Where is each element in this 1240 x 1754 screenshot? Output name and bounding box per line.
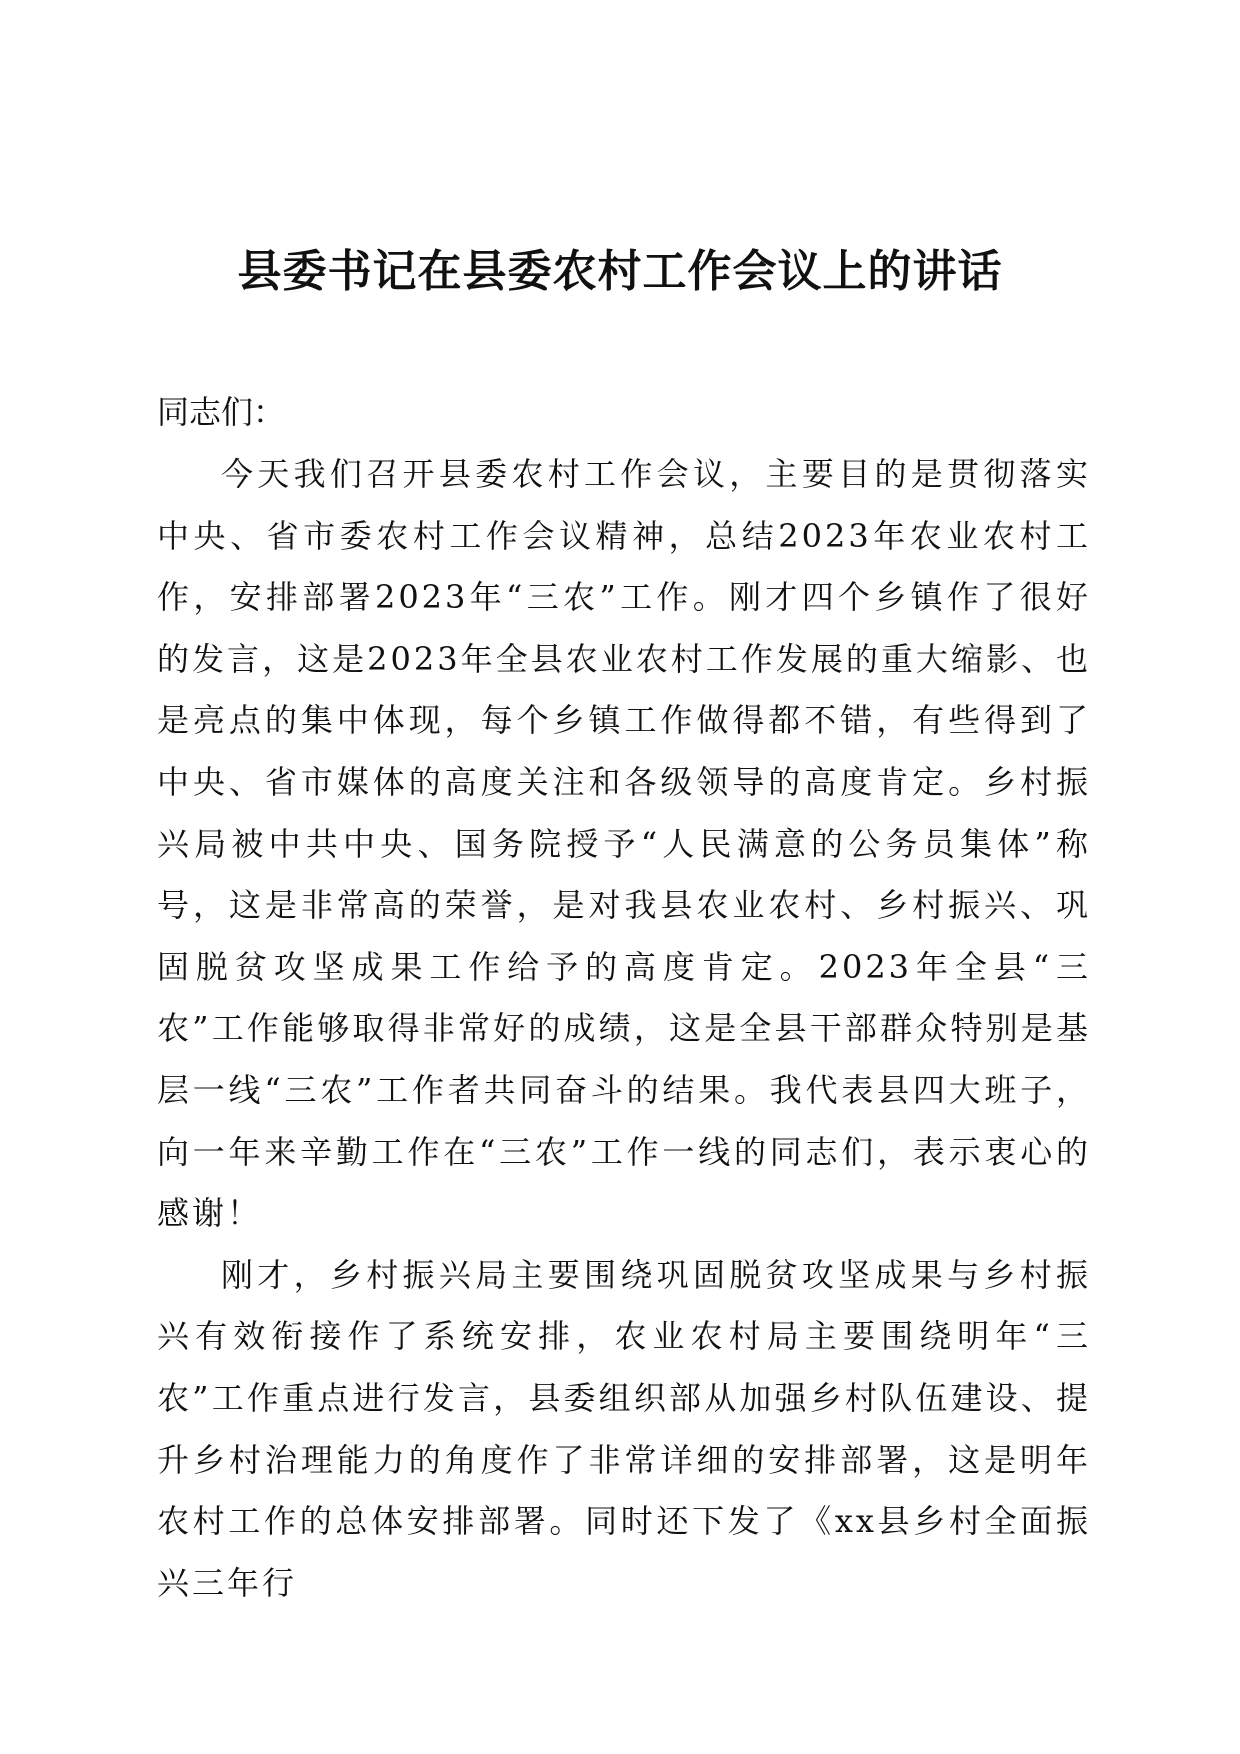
salutation: 同志们：: [157, 393, 286, 431]
document-title: 县委书记在县委农村工作会议上的讲话: [237, 246, 1003, 297]
document-body: [157, 380, 1091, 1614]
paragraph-1: 今天我们召开县委农村工作会议，主要目的是贯彻落实中央、省市委农村工作会议精神，总结2023年农业农村工作，安排部署2023年“三农”工作。刚才四个乡镇作了很好的发言，这是2023年全县农业农村工作发展的重大缩影、也是亮点的集中体现，每个乡镇工作做得都不错，有些得到了中央、省市媒体的高度关注和各级领导的高度肯定。乡村振兴局被中共中央、国务院授予“人民满意的公务员集体”称号，这是非常高的荣誉，是对我县农业农村、乡村振兴、巩固脱贫攻坚成果工作给予的高度肯定。2023年全县“三农”工作能够取得非常好的成绩，这是全县干部群众特别是基层一线“三农”工作者共同奋斗的结果。我代表县四大班子，向一年来辛勤工作在“三农”工作一线的同志们，表示衷心的感谢！: [157, 455, 1091, 1233]
paragraph-2: 刚才，乡村振兴局主要围绕巩固脱贫攻坚成果与乡村振兴有效衔接作了系统安排，农业农村局主要围绕明年“三农”工作重点进行发言，县委组织部从加强乡村队伍建设、提升乡村治理能力的角度作了非常详细的安排部署，这是明年农村工作的总体安排部署。同时还下发了《xx县乡村全面振兴三年行: [157, 1255, 1091, 1602]
